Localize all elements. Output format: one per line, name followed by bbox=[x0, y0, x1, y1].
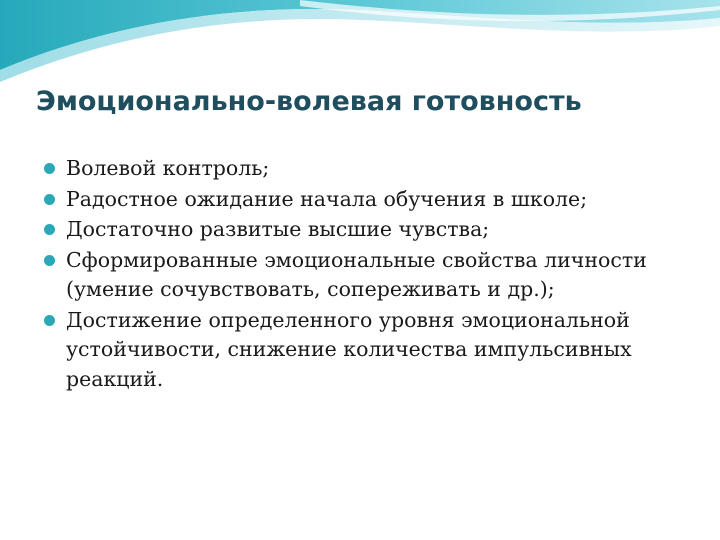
bullet-text: Волевой контроль; bbox=[66, 156, 270, 180]
bullet-dot-icon bbox=[44, 255, 55, 266]
bullet-text: Достижение определенного уровня эмоциональной устойчивости, снижение количества импульсивных реакций. bbox=[66, 307, 632, 391]
list-item bbox=[44, 215, 684, 245]
slide-title: Эмоционально-волевая готовность bbox=[36, 86, 582, 117]
list-item bbox=[44, 246, 684, 305]
bullet-dot-icon bbox=[44, 315, 55, 326]
bullet-text: Достаточно развитые высшие чувства; bbox=[66, 217, 490, 241]
header-wave-decoration bbox=[0, 0, 720, 90]
bullet-text: Радостное ожидание начала обучения в школе; bbox=[66, 186, 588, 211]
list-item bbox=[44, 154, 684, 184]
bullet-dot-icon bbox=[44, 224, 55, 235]
bullet-dot-icon bbox=[44, 194, 55, 205]
bullet-dot-icon bbox=[44, 163, 55, 174]
list-item bbox=[44, 306, 684, 395]
list-item bbox=[44, 185, 684, 215]
bullet-text: Сформированные эмоциональные свойства личности (умение сочувствовать, сопереживать и др.); bbox=[66, 247, 647, 301]
bullet-list bbox=[44, 154, 684, 395]
